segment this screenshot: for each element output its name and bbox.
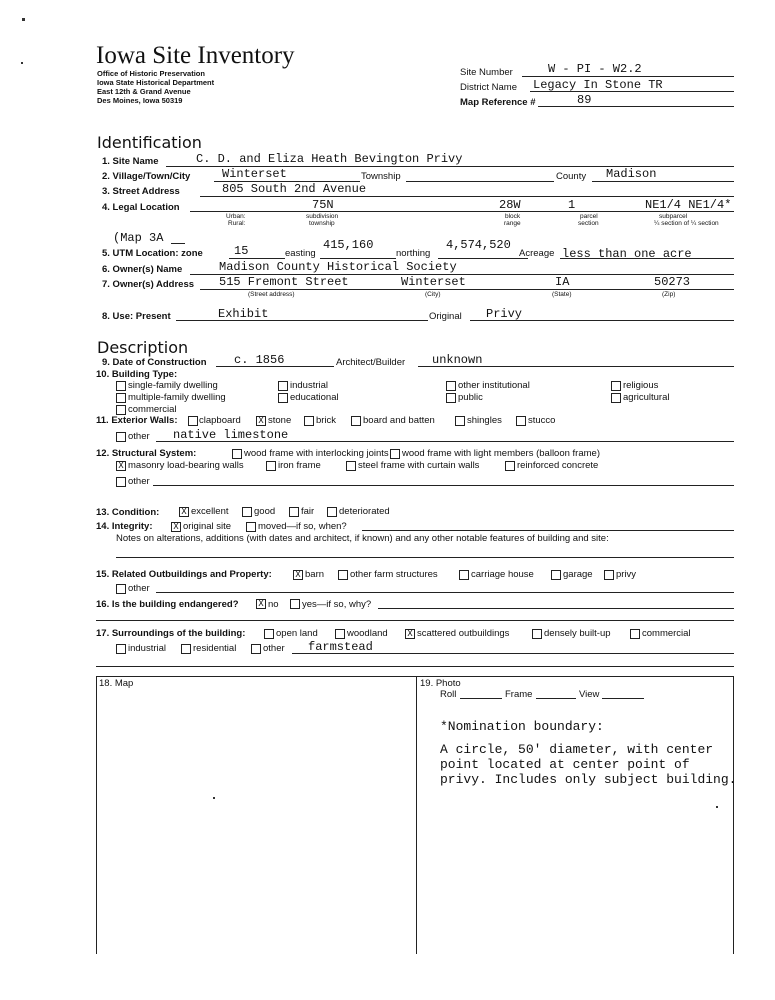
legal-subparcel-value[interactable]: NE1/4 NE1/4* (645, 198, 732, 212)
exterior-walls-label: 11. Exterior Walls: (96, 415, 178, 426)
site-number-label: Site Number (460, 67, 513, 78)
checkbox[interactable] (446, 393, 456, 403)
photo-view-label: View (579, 689, 600, 700)
building-type-option: multiple-family dwelling (128, 392, 226, 403)
checkbox[interactable] (390, 449, 400, 459)
exterior-option: stone (268, 415, 292, 426)
checkbox-checked[interactable]: X (171, 522, 181, 532)
outbuildings-option: carriage house (471, 569, 534, 580)
endangered-yes: yes—if so, why? (302, 599, 372, 610)
office-line: Des Moines, Iowa 50319 (97, 96, 183, 105)
surroundings-option: industrial (128, 643, 167, 654)
checkbox[interactable] (505, 461, 515, 471)
condition-option: good (254, 506, 276, 517)
checkbox[interactable] (188, 416, 198, 426)
map-note: (Map 3A (113, 231, 164, 245)
checkbox[interactable] (289, 507, 299, 517)
checkbox[interactable] (611, 393, 621, 403)
checkbox[interactable] (304, 416, 314, 426)
structural-option: steel frame with curtain walls (358, 460, 480, 471)
site-number-value[interactable]: W - PI - W2.2 (548, 62, 642, 76)
checkbox-checked[interactable]: X (179, 507, 189, 517)
checkbox[interactable] (242, 507, 252, 517)
nomination-line: A circle, 50' diameter, with center (440, 742, 714, 757)
county-value[interactable]: Madison (606, 167, 657, 181)
northing-label: northing (396, 248, 431, 259)
checkbox-checked[interactable]: X (293, 570, 303, 580)
district-name-value[interactable]: Legacy In Stone TR (533, 78, 663, 92)
nomination-title: *Nomination boundary: (440, 719, 604, 734)
checkbox-checked[interactable]: X (256, 599, 266, 609)
checkbox[interactable] (459, 570, 469, 580)
checkbox[interactable] (116, 644, 126, 654)
checkbox[interactable] (611, 381, 621, 391)
checkbox-checked[interactable]: X (256, 416, 266, 426)
owner-state-value[interactable]: IA (555, 275, 570, 289)
structural-system-label: 12. Structural System: (96, 448, 197, 459)
checkbox[interactable] (630, 629, 640, 639)
use-present-label: 8. Use: Present (102, 311, 171, 322)
building-type-label: 10. Building Type: (96, 369, 178, 380)
photo-roll-label: Roll (440, 689, 457, 700)
outbuildings-option: barn (305, 569, 325, 580)
structural-other-label: other (128, 476, 150, 487)
scan-speck (22, 18, 25, 21)
checkbox[interactable] (266, 461, 276, 471)
office-line: Office of Historic Preservation (97, 69, 205, 78)
legal-caption-block: block (505, 213, 521, 220)
northing-value[interactable]: 4,574,520 (446, 238, 511, 252)
district-name-label: District Name (460, 82, 518, 93)
owner-city-value[interactable]: Winterset (401, 275, 466, 289)
condition-option: fair (301, 506, 315, 517)
legal-township-value[interactable]: 75N (312, 198, 334, 212)
office-line: Iowa State Historical Department (97, 78, 215, 87)
condition-option: excellent (191, 506, 229, 517)
legal-caption-subdivision: subdivision (306, 213, 339, 220)
legal-caption-quarter: ¼ section of ¼ section (654, 220, 719, 227)
checkbox-checked[interactable]: X (116, 461, 126, 471)
nomination-line: privy. Includes only subject building. (440, 772, 737, 787)
checkbox[interactable] (278, 381, 288, 391)
architect-label: Architect/Builder (336, 357, 406, 368)
form-title: Iowa Site Inventory (96, 42, 295, 69)
legal-caption-township: township (309, 220, 335, 227)
utm-zone-value[interactable]: 15 (234, 244, 249, 258)
checkbox[interactable] (116, 432, 126, 442)
owner-zip-value[interactable]: 50273 (654, 275, 691, 289)
outbuildings-option: privy (616, 569, 637, 580)
building-type-option: other institutional (458, 380, 530, 391)
outbuildings-other-label: other (128, 583, 150, 594)
checkbox[interactable] (604, 570, 614, 580)
caption-state: (State) (552, 291, 572, 298)
surroundings-option: commercial (642, 628, 691, 639)
surroundings-other-value[interactable]: farmstead (308, 640, 373, 654)
integrity-original: original site (183, 521, 232, 532)
checkbox[interactable] (278, 393, 288, 403)
surroundings-option: woodland (347, 628, 388, 639)
integrity-label: 14. Integrity: (96, 521, 153, 532)
integrity-notes: Notes on alterations, additions (with dates and architect, if known) and any other notable features of building and site: (116, 533, 609, 544)
outbuildings-option: garage (563, 569, 593, 580)
checkbox[interactable] (116, 405, 126, 415)
checkbox[interactable] (116, 584, 126, 594)
building-type-option: single-family dwelling (128, 380, 218, 391)
checkbox[interactable] (335, 629, 345, 639)
checkbox[interactable] (116, 381, 126, 391)
checkbox[interactable] (116, 477, 126, 487)
easting-value[interactable]: 415,160 (323, 238, 374, 252)
checkbox[interactable] (351, 416, 361, 426)
surroundings-option: scattered outbuildings (417, 628, 510, 639)
map-box-label: 18. Map (99, 678, 134, 689)
structural-option: iron frame (278, 460, 321, 471)
legal-caption-section: section (578, 220, 599, 227)
exterior-option: clapboard (199, 415, 241, 426)
scan-speck (213, 797, 215, 799)
building-type-option: educational (290, 392, 339, 403)
street-address-value[interactable]: 805 South 2nd Avenue (222, 182, 367, 196)
building-type-option: agricultural (623, 392, 670, 403)
checkbox[interactable] (346, 461, 356, 471)
nomination-line: point located at center point of (440, 757, 690, 772)
map-reference-label: Map Reference # (460, 97, 536, 108)
owner-name-label: 6. Owner(s) Name (102, 264, 183, 275)
scan-speck (21, 62, 23, 64)
owner-address-label: 7. Owner(s) Address (102, 279, 195, 290)
checkbox[interactable] (290, 599, 300, 609)
office-line: East 12th & Grand Avenue (97, 87, 191, 96)
use-original-label: Original (429, 311, 462, 322)
acreage-label: Acreage (519, 248, 555, 259)
owner-name-value[interactable]: Madison County Historical Society (219, 260, 457, 274)
easting-label: easting (285, 248, 316, 259)
date-construction-value[interactable]: c. 1856 (234, 353, 285, 367)
photo-label: 19. Photo (420, 678, 461, 689)
legal-caption-range: range (504, 220, 521, 227)
owner-street-value[interactable]: 515 Fremont Street (219, 275, 349, 289)
legal-caption-subparcel: subparcel (659, 213, 688, 220)
condition-option: deteriorated (339, 506, 390, 517)
checkbox-checked[interactable]: X (405, 629, 415, 639)
identification-heading: Identification (97, 133, 202, 152)
checkbox[interactable] (264, 629, 274, 639)
exterior-other-label: other (128, 431, 150, 442)
structural-option: masonry load-bearing walls (128, 460, 244, 471)
exterior-other-value[interactable]: native limestone (173, 428, 289, 442)
building-type-option: religious (623, 380, 659, 391)
county-label: County (556, 171, 587, 182)
site-name-value[interactable]: C. D. and Eliza Heath Bevington Privy (196, 152, 463, 166)
outbuildings-option: other farm structures (350, 569, 438, 580)
caption-city: (City) (425, 291, 441, 298)
surroundings-option: open land (276, 628, 318, 639)
structural-option: reinforced concrete (517, 460, 599, 471)
checkbox[interactable] (532, 629, 542, 639)
street-address-label: 3. Street Address (102, 186, 180, 197)
date-construction-label: 9. Date of Construction (102, 357, 207, 368)
checkbox[interactable] (455, 416, 465, 426)
structural-option: wood frame with light members (balloon frame) (402, 448, 600, 459)
exterior-option: shingles (467, 415, 502, 426)
legal-range-value[interactable]: 28W (499, 198, 521, 212)
caption-street: (Street address) (248, 291, 295, 298)
structural-option: wood frame with interlocking joints (244, 448, 389, 459)
legal-location-label: 4. Legal Location (102, 202, 180, 213)
map-reference-value[interactable]: 89 (577, 93, 592, 107)
legal-caption-rural: Rural: (228, 220, 246, 227)
utm-label: 5. UTM Location: zone (102, 248, 203, 259)
building-type-option: commercial (128, 404, 177, 415)
checkbox[interactable] (338, 570, 348, 580)
building-type-option: industrial (290, 380, 329, 391)
checkbox[interactable] (246, 522, 256, 532)
use-present-value[interactable]: Exhibit (218, 307, 269, 321)
outbuildings-label: 15. Related Outbuildings and Property: (96, 569, 272, 580)
checkbox[interactable] (327, 507, 337, 517)
integrity-moved: moved—if so, when? (258, 521, 347, 532)
description-heading: Description (97, 338, 189, 357)
exterior-option: board and batten (363, 415, 435, 426)
site-name-label: 1. Site Name (102, 156, 159, 167)
legal-caption-parcel: parcel (580, 213, 598, 220)
checkbox[interactable] (551, 570, 561, 580)
checkbox[interactable] (251, 644, 261, 654)
endangered-no: no (268, 599, 279, 610)
scan-speck (716, 806, 718, 808)
exterior-option: brick (316, 415, 337, 426)
village-value[interactable]: Winterset (222, 167, 287, 181)
checkbox[interactable] (181, 644, 191, 654)
village-label: 2. Village/Town/City (102, 171, 191, 182)
checkbox[interactable] (516, 416, 526, 426)
use-original-value[interactable]: Privy (486, 307, 523, 321)
caption-zip: (Zip) (662, 291, 676, 298)
surroundings-label: 17. Surroundings of the building: (96, 628, 246, 639)
photo-frame-label: Frame (505, 689, 533, 700)
condition-label: 13. Condition: (96, 507, 160, 518)
checkbox[interactable] (446, 381, 456, 391)
surroundings-option: densely built-up (544, 628, 611, 639)
surroundings-option: residential (193, 643, 237, 654)
checkbox[interactable] (232, 449, 242, 459)
building-type-option: public (458, 392, 483, 403)
surroundings-option: other (263, 643, 285, 654)
architect-value[interactable]: unknown (432, 353, 483, 367)
endangered-label: 16. Is the building endangered? (96, 599, 239, 610)
legal-caption-urban: Urban: (226, 213, 246, 220)
exterior-option: stucco (528, 415, 556, 426)
legal-section-value[interactable]: 1 (568, 198, 576, 212)
acreage-value[interactable]: less than one acre (562, 247, 692, 261)
checkbox[interactable] (116, 393, 126, 403)
township-label: Township (361, 171, 401, 182)
